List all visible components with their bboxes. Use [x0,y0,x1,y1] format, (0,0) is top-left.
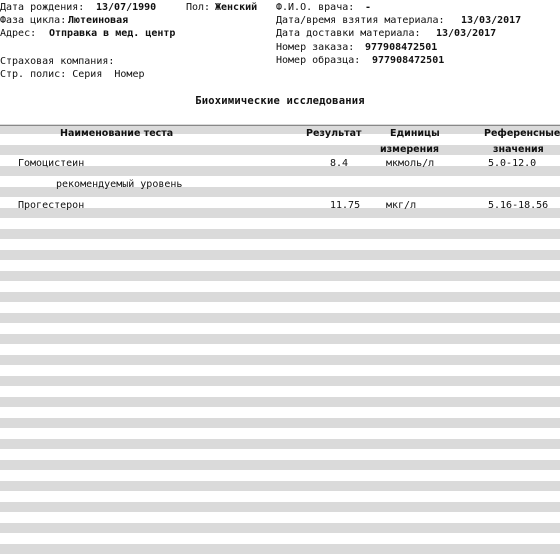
sample-number-value: 977908472501 [372,55,445,66]
row-progesterone-units: мкг/л [386,200,417,211]
row-homocysteine-units: мкмоль/л [386,158,435,169]
phase-value: Лютеиновая [68,15,129,26]
header-ref-line2: значения [493,144,544,155]
delivery-label: Дата доставки материала: [276,28,421,39]
row-homocysteine-result: 8.4 [330,158,349,169]
order-number-value: 977908472501 [365,42,438,53]
row-progesterone-ref: 5.16-18.56 [488,200,549,211]
header-result: Результат [306,128,362,139]
header-test-name: Наименование теста [60,128,174,139]
header-units-line2: измерения [380,144,439,155]
row-progesterone-name: Прогестерон [18,200,85,211]
report-title: Биохимические исследования [195,95,365,107]
phase-label: Фаза цикла: [0,15,67,26]
taken-value: 13/03/2017 [461,15,522,26]
table-top-rule [0,125,560,126]
insurer-label: Страховая компания: [0,56,115,67]
sex-value: Женский [215,2,258,13]
address-value: Отправка в мед. центр [49,28,176,39]
dob-value: 13/07/1990 [96,2,157,13]
header-ref-line1: Референсные [484,128,560,139]
delivery-value: 13/03/2017 [436,28,497,39]
address-label: Адрес: [0,28,37,39]
doctor-label: Ф.И.О. врача: [276,2,355,13]
sex-label: Пол: [186,2,211,13]
policy-label: Стр. полис: Серия Номер [0,69,145,80]
row-recommended-note: рекомендуемый уровень [56,179,183,190]
row-progesterone-result: 11.75 [330,200,361,211]
doctor-value: - [365,2,372,13]
header-units-line1: Единицы [390,128,440,139]
order-number-label: Номер заказа: [276,42,355,53]
dob-label: Дата рождения: [0,2,85,13]
taken-label: Дата/время взятия материала: [276,15,445,26]
sample-number-label: Номер образца: [276,55,361,66]
row-homocysteine-ref: 5.0-12.0 [488,158,537,169]
row-homocysteine-name: Гомоцистеин [18,158,85,169]
